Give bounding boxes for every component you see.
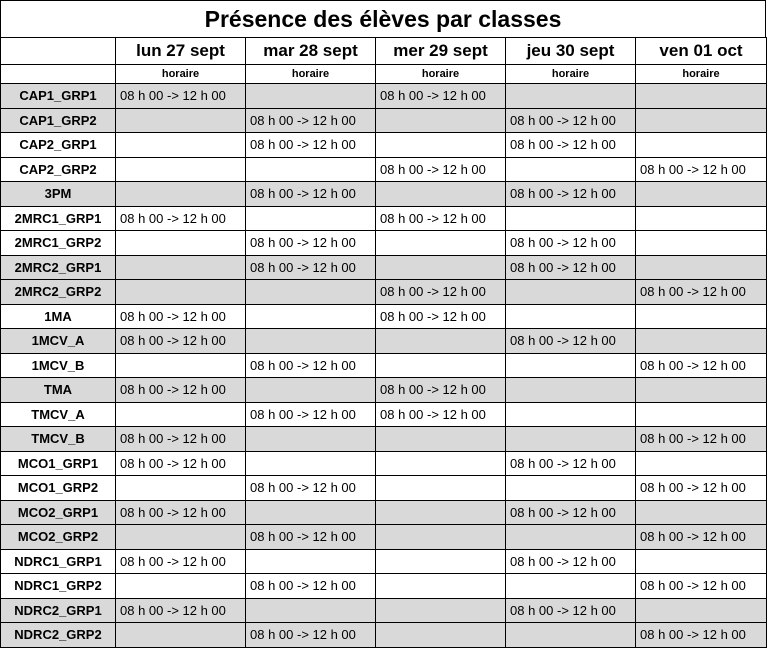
day-header: ven 01 oct: [636, 38, 767, 65]
time-slot-cell: [116, 525, 246, 550]
time-slot-cell: 08 h 00 -> 12 h 00: [376, 304, 506, 329]
time-slot-cell: 08 h 00 -> 12 h 00: [506, 549, 636, 574]
class-name-cell: NDRC2_GRP1: [1, 598, 116, 623]
time-slot-cell: [636, 329, 767, 354]
time-slot-cell: [636, 108, 767, 133]
time-slot-cell: 08 h 00 -> 12 h 00: [636, 525, 767, 550]
corner-subcell: [1, 65, 116, 84]
time-slot-cell: 08 h 00 -> 12 h 00: [116, 304, 246, 329]
time-slot-cell: 08 h 00 -> 12 h 00: [246, 623, 376, 648]
time-slot-cell: 08 h 00 -> 12 h 00: [506, 108, 636, 133]
time-slot-cell: [636, 255, 767, 280]
time-slot-cell: [636, 500, 767, 525]
class-name-cell: 2MRC2_GRP2: [1, 280, 116, 305]
time-slot-cell: 08 h 00 -> 12 h 00: [506, 500, 636, 525]
class-name-cell: 3PM: [1, 182, 116, 207]
time-slot-cell: 08 h 00 -> 12 h 00: [506, 182, 636, 207]
time-slot-cell: 08 h 00 -> 12 h 00: [376, 157, 506, 182]
time-slot-cell: [246, 280, 376, 305]
time-slot-cell: [376, 353, 506, 378]
class-name-cell: 2MRC2_GRP1: [1, 255, 116, 280]
time-slot-cell: 08 h 00 -> 12 h 00: [506, 231, 636, 256]
time-slot-cell: [506, 304, 636, 329]
time-slot-cell: [376, 231, 506, 256]
time-slot-cell: [636, 402, 767, 427]
table-row: [1, 525, 767, 550]
horaire-label: horaire: [376, 65, 506, 84]
time-slot-cell: [246, 427, 376, 452]
day-header: mer 29 sept: [376, 38, 506, 65]
corner-cell: [1, 38, 116, 65]
table-row: [1, 133, 767, 158]
time-slot-cell: [246, 378, 376, 403]
time-slot-cell: [376, 598, 506, 623]
time-slot-cell: [506, 574, 636, 599]
class-name-cell: CAP2_GRP1: [1, 133, 116, 158]
time-slot-cell: [506, 280, 636, 305]
time-slot-cell: [506, 402, 636, 427]
time-slot-cell: [116, 108, 246, 133]
time-slot-cell: 08 h 00 -> 12 h 00: [376, 84, 506, 109]
time-slot-cell: 08 h 00 -> 12 h 00: [246, 133, 376, 158]
table-row: [1, 549, 767, 574]
day-header: jeu 30 sept: [506, 38, 636, 65]
time-slot-cell: [246, 304, 376, 329]
class-name-cell: TMCV_B: [1, 427, 116, 452]
time-slot-cell: [246, 157, 376, 182]
time-slot-cell: [246, 206, 376, 231]
class-name-cell: CAP1_GRP2: [1, 108, 116, 133]
time-slot-cell: 08 h 00 -> 12 h 00: [116, 549, 246, 574]
time-slot-cell: 08 h 00 -> 12 h 00: [506, 255, 636, 280]
time-slot-cell: [246, 549, 376, 574]
subheader-row: [1, 65, 767, 84]
time-slot-cell: [376, 133, 506, 158]
time-slot-cell: [246, 598, 376, 623]
time-slot-cell: 08 h 00 -> 12 h 00: [116, 451, 246, 476]
time-slot-cell: [116, 623, 246, 648]
table-row: [1, 329, 767, 354]
time-slot-cell: [116, 182, 246, 207]
class-name-cell: NDRC1_GRP1: [1, 549, 116, 574]
time-slot-cell: [376, 427, 506, 452]
time-slot-cell: [506, 157, 636, 182]
time-slot-cell: 08 h 00 -> 12 h 00: [116, 206, 246, 231]
class-name-cell: 2MRC1_GRP1: [1, 206, 116, 231]
class-name-cell: MCO2_GRP2: [1, 525, 116, 550]
table-row: [1, 255, 767, 280]
time-slot-cell: 08 h 00 -> 12 h 00: [246, 255, 376, 280]
time-slot-cell: [246, 500, 376, 525]
time-slot-cell: [116, 255, 246, 280]
table-row: [1, 182, 767, 207]
time-slot-cell: 08 h 00 -> 12 h 00: [116, 329, 246, 354]
time-slot-cell: 08 h 00 -> 12 h 00: [116, 427, 246, 452]
class-name-cell: 1MCV_B: [1, 353, 116, 378]
table-row: [1, 206, 767, 231]
attendance-table: [0, 37, 767, 648]
time-slot-cell: [376, 476, 506, 501]
time-slot-cell: [636, 549, 767, 574]
time-slot-cell: 08 h 00 -> 12 h 00: [246, 353, 376, 378]
time-slot-cell: [376, 255, 506, 280]
time-slot-cell: [506, 206, 636, 231]
time-slot-cell: 08 h 00 -> 12 h 00: [506, 451, 636, 476]
class-name-cell: 1MCV_A: [1, 329, 116, 354]
horaire-label: horaire: [116, 65, 246, 84]
time-slot-cell: [636, 451, 767, 476]
time-slot-cell: 08 h 00 -> 12 h 00: [246, 231, 376, 256]
time-slot-cell: [636, 598, 767, 623]
time-slot-cell: [376, 182, 506, 207]
table-row: [1, 574, 767, 599]
time-slot-cell: 08 h 00 -> 12 h 00: [636, 623, 767, 648]
day-header: lun 27 sept: [116, 38, 246, 65]
time-slot-cell: 08 h 00 -> 12 h 00: [506, 598, 636, 623]
class-name-cell: MCO2_GRP1: [1, 500, 116, 525]
time-slot-cell: 08 h 00 -> 12 h 00: [506, 329, 636, 354]
time-slot-cell: [636, 231, 767, 256]
class-name-cell: NDRC1_GRP2: [1, 574, 116, 599]
time-slot-cell: 08 h 00 -> 12 h 00: [246, 476, 376, 501]
table-row: [1, 378, 767, 403]
time-slot-cell: [506, 353, 636, 378]
time-slot-cell: 08 h 00 -> 12 h 00: [636, 427, 767, 452]
table-row: [1, 598, 767, 623]
table-row: [1, 280, 767, 305]
time-slot-cell: 08 h 00 -> 12 h 00: [246, 525, 376, 550]
time-slot-cell: [116, 133, 246, 158]
time-slot-cell: [376, 329, 506, 354]
time-slot-cell: [246, 451, 376, 476]
time-slot-cell: [116, 476, 246, 501]
time-slot-cell: 08 h 00 -> 12 h 00: [636, 353, 767, 378]
class-name-cell: MCO1_GRP1: [1, 451, 116, 476]
time-slot-cell: [506, 476, 636, 501]
class-name-cell: NDRC2_GRP2: [1, 623, 116, 648]
time-slot-cell: [116, 231, 246, 256]
horaire-label: horaire: [636, 65, 767, 84]
horaire-label: horaire: [506, 65, 636, 84]
time-slot-cell: [636, 133, 767, 158]
class-name-cell: TMCV_A: [1, 402, 116, 427]
time-slot-cell: 08 h 00 -> 12 h 00: [246, 402, 376, 427]
time-slot-cell: [116, 574, 246, 599]
page-title: Présence des élèves par classes: [0, 0, 766, 37]
time-slot-cell: [116, 280, 246, 305]
time-slot-cell: 08 h 00 -> 12 h 00: [636, 157, 767, 182]
class-name-cell: MCO1_GRP2: [1, 476, 116, 501]
table-row: [1, 157, 767, 182]
time-slot-cell: [506, 623, 636, 648]
time-slot-cell: [116, 353, 246, 378]
time-slot-cell: [376, 549, 506, 574]
table-row: [1, 108, 767, 133]
time-slot-cell: 08 h 00 -> 12 h 00: [636, 280, 767, 305]
horaire-label: horaire: [246, 65, 376, 84]
time-slot-cell: [506, 427, 636, 452]
table-row: [1, 402, 767, 427]
time-slot-cell: [636, 378, 767, 403]
time-slot-cell: [376, 623, 506, 648]
time-slot-cell: 08 h 00 -> 12 h 00: [376, 206, 506, 231]
time-slot-cell: [636, 304, 767, 329]
time-slot-cell: 08 h 00 -> 12 h 00: [636, 476, 767, 501]
time-slot-cell: 08 h 00 -> 12 h 00: [506, 133, 636, 158]
table-row: [1, 623, 767, 648]
table-body: [1, 84, 767, 648]
table-row: [1, 84, 767, 109]
time-slot-cell: 08 h 00 -> 12 h 00: [376, 378, 506, 403]
time-slot-cell: 08 h 00 -> 12 h 00: [116, 598, 246, 623]
time-slot-cell: [636, 84, 767, 109]
time-slot-cell: [376, 525, 506, 550]
time-slot-cell: 08 h 00 -> 12 h 00: [376, 280, 506, 305]
time-slot-cell: [636, 206, 767, 231]
time-slot-cell: 08 h 00 -> 12 h 00: [116, 378, 246, 403]
class-name-cell: TMA: [1, 378, 116, 403]
day-header-row: [1, 38, 767, 65]
table-row: [1, 231, 767, 256]
table-row: [1, 451, 767, 476]
time-slot-cell: [376, 500, 506, 525]
class-name-cell: CAP1_GRP1: [1, 84, 116, 109]
time-slot-cell: [116, 157, 246, 182]
time-slot-cell: [376, 451, 506, 476]
table-row: [1, 304, 767, 329]
time-slot-cell: [246, 329, 376, 354]
time-slot-cell: 08 h 00 -> 12 h 00: [376, 402, 506, 427]
day-header: mar 28 sept: [246, 38, 376, 65]
time-slot-cell: 08 h 00 -> 12 h 00: [246, 574, 376, 599]
table-row: [1, 353, 767, 378]
time-slot-cell: [376, 574, 506, 599]
time-slot-cell: [636, 182, 767, 207]
time-slot-cell: [506, 525, 636, 550]
time-slot-cell: [376, 108, 506, 133]
time-slot-cell: 08 h 00 -> 12 h 00: [116, 84, 246, 109]
table-row: [1, 427, 767, 452]
time-slot-cell: 08 h 00 -> 12 h 00: [636, 574, 767, 599]
time-slot-cell: 08 h 00 -> 12 h 00: [116, 500, 246, 525]
time-slot-cell: 08 h 00 -> 12 h 00: [246, 182, 376, 207]
class-name-cell: 1MA: [1, 304, 116, 329]
table-row: [1, 476, 767, 501]
time-slot-cell: 08 h 00 -> 12 h 00: [246, 108, 376, 133]
time-slot-cell: [246, 84, 376, 109]
table-row: [1, 500, 767, 525]
class-name-cell: 2MRC1_GRP2: [1, 231, 116, 256]
time-slot-cell: [506, 84, 636, 109]
class-name-cell: CAP2_GRP2: [1, 157, 116, 182]
time-slot-cell: [116, 402, 246, 427]
time-slot-cell: [506, 378, 636, 403]
